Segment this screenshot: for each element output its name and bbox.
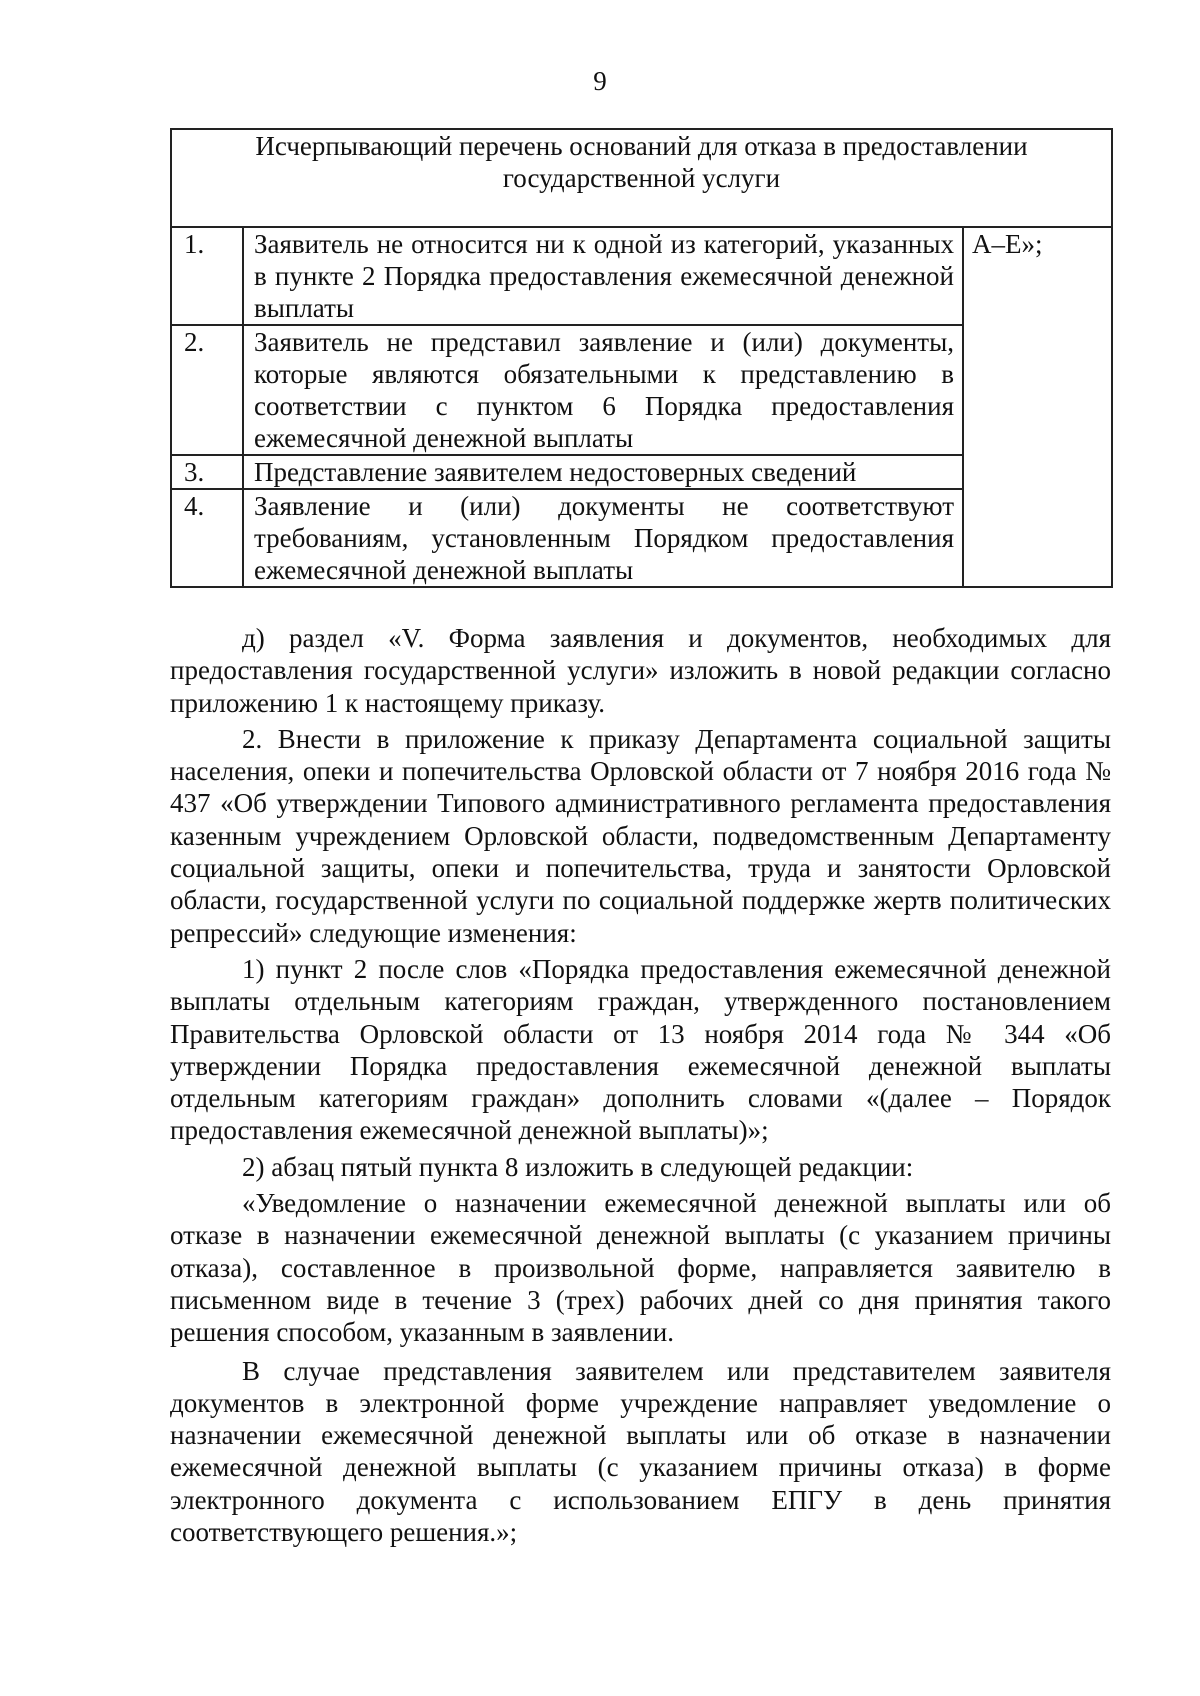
row-number: 2.: [171, 325, 243, 455]
table-row: [171, 227, 1112, 325]
paragraph-subitem-1: 1) пункт 2 после слов «Порядка предоставления ежемесячной денежной выплаты отдельным категориям граждан, утвержденного постановлением Правительства Орловской области от 13 ноября 2014 года № 344 «Об утверждении Порядка предоставления ежемесячной денежной выплаты отдельным категориям граждан» дополнить словами «(далее – Порядок предоставления ежемесячной денежной выплаты)»;: [170, 953, 1111, 1146]
page-number: 9: [593, 66, 607, 96]
paragraph-subitem-2: 2) абзац пятый пункта 8 изложить в следующей редакции:: [242, 1151, 914, 1182]
paragraph-electronic-form: В случае представления заявителем или представителем заявителя документов в электронной форме учреждение направляет уведомление о назначении ежемесячной денежной выплаты или об отказе в назначении ежемесячной денежной выплаты (с указанием причины отказа) в форме электронного документа с использованием ЕПГУ в день принятия соответствующего решения.»;: [170, 1355, 1111, 1548]
row-text: Заявитель не представил заявление и (или) документы, которые являются обязательными к представлению в соответствии с пунктом 6 Порядка предоставления ежемесячной денежной выплаты: [243, 325, 963, 455]
row-number: 3.: [171, 455, 243, 489]
paragraph-notification: «Уведомление о назначении ежемесячной денежной выплаты или об отказе в назначении ежемесячной денежной выплаты (с указанием причины отказа), составленное в произвольной форме, направляется заявителю в письменном виде в течение 3 (трех) рабочих дней со дня принятия такого решения способом, указанным в заявлении.: [170, 1188, 1111, 1348]
reference-cell: А–Е»;: [963, 227, 1112, 587]
paragraph-item-2: 2. Внести в приложение к приказу Департамента социальной защиты населения, опеки и попечительства Орловской области от 7 ноября 2016 года № 437 «Об утверждении Типового административного регламента предоставления казенным учреждением Орловской области, подведомственным Департаменту социальной защиты, опеки и попечительства, труда и занятости Орловской области, государственной услуги по социальной поддержке жертв политических репрессий» следующие изменения:: [170, 723, 1111, 948]
table-header-cell: [171, 129, 1112, 227]
row-text: Заявитель не относится ни к одной из категорий, указанных в пункте 2 Порядка предоставления ежемесячной денежной выплаты: [243, 227, 963, 325]
row-number: 4.: [171, 489, 243, 587]
row-text: Представление заявителем недостоверных сведений: [243, 455, 963, 489]
document-body: [170, 622, 1111, 1548]
refusal-grounds-table: [170, 128, 1113, 588]
paragraph-section-d: д) раздел «V. Форма заявления и документов, необходимых для предоставления государственной услуги» изложить в новой редакции согласно приложению 1 к настоящему приказу.: [170, 623, 1111, 718]
row-number: 1.: [171, 227, 243, 325]
table-header-row: [171, 129, 1112, 227]
table-header-text: Исчерпывающий перечень оснований для отказа в предоставлении государственной услуги: [255, 131, 1028, 193]
row-text: Заявление и (или) документы не соответствуют требованиям, установленным Порядком предоставления ежемесячной денежной выплаты: [243, 489, 963, 587]
